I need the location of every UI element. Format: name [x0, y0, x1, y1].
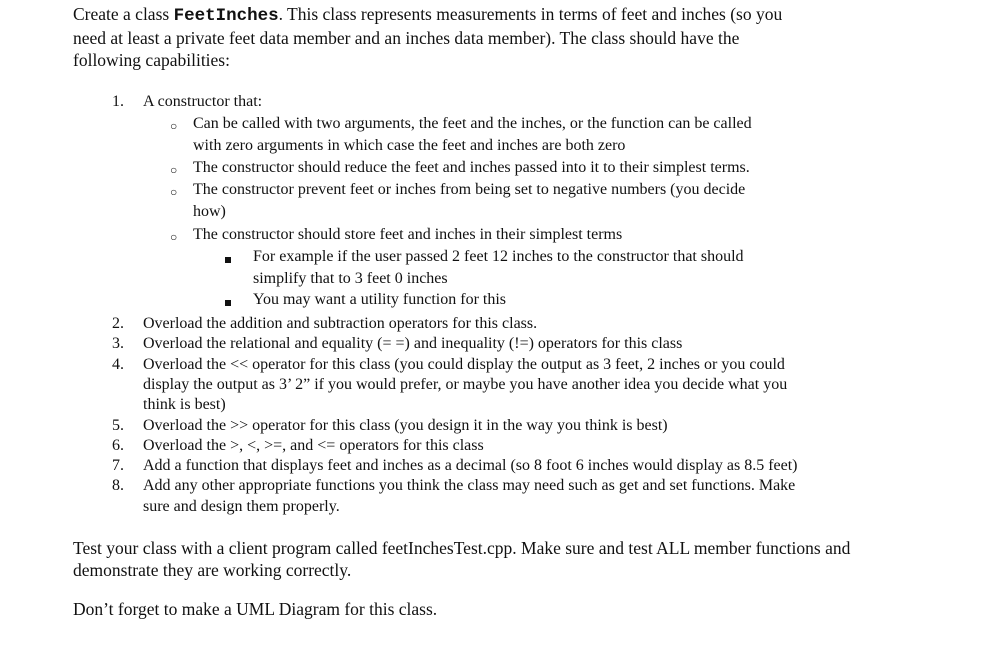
class-name: FeetInches — [173, 6, 279, 26]
sub-sub-item-text: You may want a utility function for this — [253, 291, 507, 308]
intro-pre: Create a class — [73, 4, 174, 24]
test-paragraph — [73, 537, 943, 581]
circle-bullet-icon: ○ — [170, 119, 178, 133]
item-number: 4. — [112, 356, 124, 373]
item-text: Overload the >, <, >=, and <= operators for this class — [143, 437, 484, 454]
square-bullet-icon — [225, 257, 231, 263]
item-text: Overload the addition and subtraction operators for this class. — [143, 315, 538, 332]
item-text: Add a function that displays feet and inches as a decimal (so 8 foot 6 inches would display as 8.5 feet) — [143, 457, 798, 474]
uml-line: Don’t forget to make a UML Diagram for this class. — [73, 599, 438, 619]
test-line2: demonstrate they are working correctly. — [73, 560, 352, 580]
sub-item-text: Can be called with two arguments, the feet and the inches, or the function can be called — [193, 115, 752, 132]
item-number: 1. — [112, 93, 124, 110]
item-text: think is best) — [143, 396, 226, 413]
uml-paragraph — [73, 598, 943, 620]
item-text: Overload the << operator for this class (you could display the output as 3 feet, 2 inches or you could — [143, 356, 785, 373]
sub-item-text: The constructor should store feet and inches in their simplest terms — [193, 226, 623, 243]
sub-item-text: how) — [193, 203, 226, 220]
sub-sub-item-text: For example if the user passed 2 feet 12 inches to the constructor that should — [253, 248, 744, 265]
circle-bullet-icon: ○ — [170, 185, 178, 199]
test-line1: Test your class with a client program called feetInchesTest.cpp. Make sure and test ALL member functions and — [73, 538, 851, 558]
intro-line3: following capabilities: — [73, 50, 230, 70]
item-number: 8. — [112, 477, 124, 494]
item-number: 5. — [112, 417, 124, 434]
sub-item-text: The constructor should reduce the feet and inches passed into it to their simplest terms. — [193, 159, 750, 176]
item-number: 6. — [112, 437, 124, 454]
circle-bullet-icon: ○ — [170, 230, 178, 244]
intro-line2: need at least a private feet data member and an inches data member). The class should have the — [73, 28, 740, 48]
intro-paragraph — [73, 3, 953, 71]
sub-item-text: with zero arguments in which case the feet and inches are both zero — [193, 137, 626, 154]
intro-line1-rest: . This class represents measurements in terms of feet and inches (so you — [278, 4, 783, 24]
item-number: 3. — [112, 335, 124, 352]
circle-bullet-icon: ○ — [170, 163, 178, 177]
item-number: 2. — [112, 315, 124, 332]
item-text: A constructor that: — [143, 93, 263, 110]
sub-sub-item-text: simplify that to 3 feet 0 inches — [253, 270, 448, 287]
square-bullet-icon — [225, 300, 231, 306]
item-text: Add any other appropriate functions you think the class may need such as get and set functions. Make — [143, 477, 796, 494]
item-text: sure and design them properly. — [143, 498, 340, 515]
item-text: display the output as 3’ 2” if you would prefer, or maybe you have another idea you decide what you — [143, 376, 788, 393]
item-text: Overload the relational and equality (= =) and inequality (!=) operators for this class — [143, 335, 683, 352]
item-text: Overload the >> operator for this class (you design it in the way you think is best) — [143, 417, 668, 434]
sub-item-text: The constructor prevent feet or inches from being set to negative numbers (you decide — [193, 181, 746, 198]
item-number: 7. — [112, 457, 124, 474]
